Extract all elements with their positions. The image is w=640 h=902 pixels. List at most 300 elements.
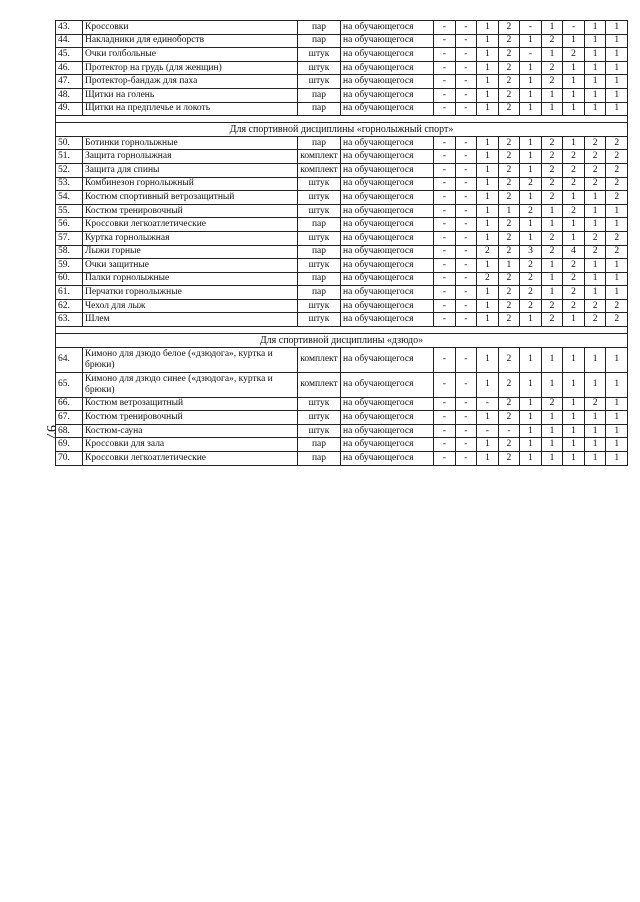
quantity-cell: 1 [520, 75, 542, 89]
unit-cell: пар [298, 272, 341, 286]
quantity-cell: 2 [498, 245, 520, 259]
basis-cell: на обучающегося [341, 61, 434, 75]
quantity-cell: - [520, 48, 542, 62]
quantity-cell: - [455, 272, 477, 286]
quantity-cell: 1 [477, 150, 499, 164]
quantity-cell: 1 [520, 150, 542, 164]
unit-cell: комплект [298, 150, 341, 164]
quantity-cell: 2 [498, 438, 520, 452]
quantity-cell: 2 [498, 313, 520, 327]
quantity-cell: 1 [584, 218, 606, 232]
row-number: 46. [56, 61, 83, 75]
quantity-cell: 1 [584, 424, 606, 438]
quantity-cell: - [455, 163, 477, 177]
quantity-cell: - [434, 411, 456, 425]
row-number: 62. [56, 299, 83, 313]
quantity-cell: - [455, 34, 477, 48]
unit-cell: штук [298, 48, 341, 62]
section-heading-row [56, 123, 628, 137]
quantity-cell: - [520, 21, 542, 35]
quantity-cell: 1 [520, 411, 542, 425]
row-number: 49. [56, 102, 83, 116]
quantity-cell: 1 [541, 452, 563, 466]
quantity-cell: 2 [563, 259, 585, 273]
unit-cell: штук [298, 259, 341, 273]
quantity-cell: - [434, 438, 456, 452]
quantity-cell: - [434, 272, 456, 286]
quantity-cell: 1 [541, 48, 563, 62]
table-row [56, 204, 628, 218]
quantity-cell: 1 [498, 204, 520, 218]
basis-cell: на обучающегося [341, 75, 434, 89]
quantity-cell: - [455, 245, 477, 259]
quantity-cell: - [455, 204, 477, 218]
quantity-cell: 1 [477, 163, 499, 177]
basis-cell: на обучающегося [341, 150, 434, 164]
quantity-cell: - [434, 163, 456, 177]
basis-cell: на обучающегося [341, 452, 434, 466]
quantity-cell: 2 [563, 299, 585, 313]
quantity-cell: 1 [477, 259, 499, 273]
quantity-cell: - [434, 299, 456, 313]
quantity-cell: 2 [541, 231, 563, 245]
unit-cell: пар [298, 34, 341, 48]
quantity-cell: 2 [563, 177, 585, 191]
quantity-cell: 1 [584, 204, 606, 218]
item-name: Костюм ветрозащитный [83, 397, 298, 411]
row-number: 67. [56, 411, 83, 425]
quantity-cell: 2 [498, 88, 520, 102]
quantity-cell: - [455, 397, 477, 411]
row-number: 59. [56, 259, 83, 273]
quantity-cell: 1 [477, 231, 499, 245]
row-number: 70. [56, 452, 83, 466]
table-row [56, 259, 628, 273]
quantity-cell: 1 [541, 438, 563, 452]
quantity-cell: - [455, 286, 477, 300]
quantity-cell: 2 [563, 48, 585, 62]
quantity-cell: - [434, 452, 456, 466]
quantity-cell: 1 [606, 438, 628, 452]
quantity-cell: - [434, 347, 456, 372]
quantity-cell: - [455, 372, 477, 397]
quantity-cell: 1 [477, 136, 499, 150]
quantity-cell: 1 [606, 218, 628, 232]
quantity-cell: 1 [477, 61, 499, 75]
quantity-cell: - [477, 424, 499, 438]
row-number: 64. [56, 347, 83, 372]
item-name: Кроссовки легкоатлетические [83, 452, 298, 466]
quantity-cell: 1 [520, 438, 542, 452]
quantity-cell: 1 [563, 372, 585, 397]
table-row [56, 61, 628, 75]
quantity-cell: 1 [520, 372, 542, 397]
item-name: Щитки на голень [83, 88, 298, 102]
quantity-cell: - [455, 21, 477, 35]
quantity-cell: 2 [563, 204, 585, 218]
quantity-cell: 1 [563, 231, 585, 245]
quantity-cell: - [434, 177, 456, 191]
quantity-cell: 1 [520, 163, 542, 177]
quantity-cell: 1 [563, 102, 585, 116]
basis-cell: на обучающегося [341, 163, 434, 177]
table-row [56, 150, 628, 164]
basis-cell: на обучающегося [341, 48, 434, 62]
quantity-cell: 1 [477, 411, 499, 425]
quantity-cell: 1 [477, 204, 499, 218]
item-name: Протектор на грудь (для женщин) [83, 61, 298, 75]
quantity-cell: 1 [606, 61, 628, 75]
quantity-cell: 2 [498, 177, 520, 191]
quantity-cell: 1 [606, 424, 628, 438]
row-number: 60. [56, 272, 83, 286]
quantity-cell: 2 [498, 163, 520, 177]
quantity-cell: 1 [541, 88, 563, 102]
item-name: Щитки на предплечье и локоть [83, 102, 298, 116]
section-spacer [56, 327, 628, 334]
table-row [56, 21, 628, 35]
quantity-cell: 1 [520, 218, 542, 232]
unit-cell: штук [298, 191, 341, 205]
quantity-cell: 2 [498, 299, 520, 313]
quantity-cell: 2 [498, 150, 520, 164]
table-row [56, 286, 628, 300]
quantity-cell: 2 [498, 102, 520, 116]
quantity-cell: 1 [563, 397, 585, 411]
unit-cell: штук [298, 231, 341, 245]
row-number: 69. [56, 438, 83, 452]
quantity-cell: 2 [584, 136, 606, 150]
quantity-cell: 1 [584, 347, 606, 372]
quantity-cell: 1 [584, 21, 606, 35]
table-row [56, 313, 628, 327]
quantity-cell: - [455, 88, 477, 102]
row-number: 58. [56, 245, 83, 259]
quantity-cell: 2 [477, 272, 499, 286]
unit-cell: комплект [298, 347, 341, 372]
quantity-cell: 2 [584, 397, 606, 411]
basis-cell: на обучающегося [341, 177, 434, 191]
item-name: Костюм спортивный ветрозащитный [83, 191, 298, 205]
row-number: 54. [56, 191, 83, 205]
quantity-cell: - [434, 75, 456, 89]
quantity-cell: - [498, 424, 520, 438]
quantity-cell: 1 [563, 136, 585, 150]
quantity-cell: - [455, 136, 477, 150]
quantity-cell: 1 [520, 313, 542, 327]
quantity-cell: 4 [563, 245, 585, 259]
quantity-cell: 1 [563, 438, 585, 452]
quantity-cell: - [434, 218, 456, 232]
basis-cell: на обучающегося [341, 88, 434, 102]
unit-cell: штук [298, 177, 341, 191]
quantity-cell: 2 [498, 218, 520, 232]
quantity-cell: 1 [563, 424, 585, 438]
quantity-cell: 2 [584, 313, 606, 327]
quantity-cell: 1 [606, 452, 628, 466]
item-name: Чехол для лыж [83, 299, 298, 313]
item-name: Кимоно для дзюдо синее («дзюдога», куртка и брюки) [83, 372, 298, 397]
section-heading: Для спортивной дисциплины «горнолыжный спорт» [56, 123, 628, 137]
quantity-cell: - [477, 397, 499, 411]
quantity-cell: 2 [541, 150, 563, 164]
quantity-cell: 1 [606, 372, 628, 397]
basis-cell: на обучающегося [341, 204, 434, 218]
quantity-cell: 2 [498, 286, 520, 300]
quantity-cell: 2 [541, 245, 563, 259]
quantity-cell: - [434, 204, 456, 218]
basis-cell: на обучающегося [341, 102, 434, 116]
quantity-cell: 2 [498, 347, 520, 372]
document-table-wrapper [55, 20, 628, 882]
row-number: 43. [56, 21, 83, 35]
quantity-cell: 1 [584, 272, 606, 286]
basis-cell: на обучающегося [341, 397, 434, 411]
unit-cell: пар [298, 245, 341, 259]
quantity-cell: 1 [520, 88, 542, 102]
item-name: Очки голбольные [83, 48, 298, 62]
quantity-cell: - [455, 313, 477, 327]
unit-cell: штук [298, 411, 341, 425]
quantity-cell: 1 [606, 102, 628, 116]
item-name: Кроссовки [83, 21, 298, 35]
equipment-table [55, 20, 628, 466]
table-row [56, 191, 628, 205]
quantity-cell: 1 [584, 411, 606, 425]
basis-cell: на обучающегося [341, 411, 434, 425]
table-row [56, 136, 628, 150]
unit-cell: пар [298, 21, 341, 35]
quantity-cell: 1 [520, 231, 542, 245]
table-row [56, 438, 628, 452]
row-number: 65. [56, 372, 83, 397]
quantity-cell: 1 [477, 21, 499, 35]
quantity-cell: - [434, 191, 456, 205]
row-number: 47. [56, 75, 83, 89]
quantity-cell: - [434, 286, 456, 300]
quantity-cell: - [434, 61, 456, 75]
item-name: Палки горнолыжные [83, 272, 298, 286]
table-row [56, 272, 628, 286]
quantity-cell: 2 [563, 163, 585, 177]
quantity-cell: - [434, 48, 456, 62]
quantity-cell: 1 [584, 61, 606, 75]
basis-cell: на обучающегося [341, 286, 434, 300]
item-name: Костюм-сауна [83, 424, 298, 438]
quantity-cell: 1 [606, 75, 628, 89]
unit-cell: штук [298, 204, 341, 218]
quantity-cell: 1 [477, 372, 499, 397]
quantity-cell: - [455, 231, 477, 245]
quantity-cell: - [434, 102, 456, 116]
section-heading: Для спортивной дисциплины «дзюдо» [56, 334, 628, 348]
quantity-cell: - [434, 424, 456, 438]
table-row [56, 411, 628, 425]
quantity-cell: - [434, 136, 456, 150]
quantity-cell: 1 [606, 272, 628, 286]
quantity-cell: 1 [477, 177, 499, 191]
quantity-cell: 1 [541, 286, 563, 300]
quantity-cell: - [434, 88, 456, 102]
quantity-cell: - [455, 75, 477, 89]
quantity-cell: 1 [520, 397, 542, 411]
quantity-cell: 1 [541, 347, 563, 372]
quantity-cell: 2 [498, 191, 520, 205]
table-body [56, 21, 628, 466]
quantity-cell: 1 [563, 452, 585, 466]
quantity-cell: 2 [477, 245, 499, 259]
row-number: 44. [56, 34, 83, 48]
quantity-cell: 1 [563, 347, 585, 372]
quantity-cell: 1 [477, 347, 499, 372]
quantity-cell: 2 [498, 231, 520, 245]
quantity-cell: 2 [498, 411, 520, 425]
item-name: Накладники для единоборств [83, 34, 298, 48]
quantity-cell: - [434, 34, 456, 48]
quantity-cell: - [434, 397, 456, 411]
quantity-cell: 1 [541, 372, 563, 397]
quantity-cell: 1 [541, 424, 563, 438]
quantity-cell: - [455, 299, 477, 313]
quantity-cell: 2 [584, 245, 606, 259]
table-row [56, 397, 628, 411]
quantity-cell: 1 [477, 286, 499, 300]
quantity-cell: 1 [498, 259, 520, 273]
quantity-cell: 1 [606, 88, 628, 102]
quantity-cell: 1 [584, 452, 606, 466]
quantity-cell: - [455, 61, 477, 75]
quantity-cell: 2 [606, 150, 628, 164]
item-name: Костюм тренировочный [83, 411, 298, 425]
quantity-cell: 1 [477, 102, 499, 116]
quantity-cell: 1 [584, 191, 606, 205]
item-name: Протектор-бандаж для паха [83, 75, 298, 89]
quantity-cell: 2 [606, 136, 628, 150]
table-row [56, 34, 628, 48]
quantity-cell: 2 [498, 21, 520, 35]
quantity-cell: 2 [498, 372, 520, 397]
quantity-cell: 1 [477, 452, 499, 466]
quantity-cell: 2 [563, 286, 585, 300]
unit-cell: штук [298, 75, 341, 89]
quantity-cell: 1 [563, 61, 585, 75]
quantity-cell: - [455, 424, 477, 438]
quantity-cell: 1 [477, 191, 499, 205]
quantity-cell: 1 [563, 218, 585, 232]
quantity-cell: 2 [606, 313, 628, 327]
quantity-cell: 1 [563, 88, 585, 102]
quantity-cell: 1 [520, 452, 542, 466]
quantity-cell: 2 [606, 245, 628, 259]
quantity-cell: 2 [606, 191, 628, 205]
basis-cell: на обучающегося [341, 259, 434, 273]
table-row [56, 452, 628, 466]
quantity-cell: 1 [541, 21, 563, 35]
item-name: Комбинезон горнолыжный [83, 177, 298, 191]
quantity-cell: - [455, 150, 477, 164]
quantity-cell: 2 [541, 313, 563, 327]
unit-cell: штук [298, 313, 341, 327]
unit-cell: штук [298, 299, 341, 313]
quantity-cell: 2 [498, 34, 520, 48]
item-name: Защита для спины [83, 163, 298, 177]
quantity-cell: 1 [541, 204, 563, 218]
section-spacer [56, 116, 628, 123]
quantity-cell: 1 [541, 218, 563, 232]
unit-cell: штук [298, 61, 341, 75]
basis-cell: на обучающегося [341, 218, 434, 232]
item-name: Лыжи горные [83, 245, 298, 259]
quantity-cell: 2 [541, 177, 563, 191]
quantity-cell: 1 [520, 34, 542, 48]
basis-cell: на обучающегося [341, 347, 434, 372]
quantity-cell: - [455, 102, 477, 116]
item-name: Очки защитные [83, 259, 298, 273]
quantity-cell: - [563, 21, 585, 35]
quantity-cell: - [434, 245, 456, 259]
item-name: Кроссовки легкоатлетические [83, 218, 298, 232]
quantity-cell: - [455, 259, 477, 273]
basis-cell: на обучающегося [341, 313, 434, 327]
quantity-cell: 1 [477, 88, 499, 102]
quantity-cell: 1 [520, 61, 542, 75]
quantity-cell: 1 [563, 34, 585, 48]
row-number: 52. [56, 163, 83, 177]
table-row [56, 75, 628, 89]
quantity-cell: 2 [541, 163, 563, 177]
basis-cell: на обучающегося [341, 245, 434, 259]
quantity-cell: 2 [606, 177, 628, 191]
quantity-cell: 2 [584, 163, 606, 177]
quantity-cell: 2 [541, 191, 563, 205]
quantity-cell: - [455, 191, 477, 205]
quantity-cell: 1 [563, 313, 585, 327]
row-number: 63. [56, 313, 83, 327]
table-row [56, 231, 628, 245]
basis-cell: на обучающегося [341, 272, 434, 286]
unit-cell: пар [298, 88, 341, 102]
table-row [56, 48, 628, 62]
quantity-cell: - [434, 21, 456, 35]
quantity-cell: 2 [584, 231, 606, 245]
table-row [56, 163, 628, 177]
unit-cell: комплект [298, 372, 341, 397]
quantity-cell: 2 [498, 75, 520, 89]
quantity-cell: 1 [606, 397, 628, 411]
quantity-cell: 1 [584, 286, 606, 300]
quantity-cell: 1 [477, 313, 499, 327]
quantity-cell: 2 [498, 452, 520, 466]
table-row [56, 347, 628, 372]
quantity-cell: 2 [498, 397, 520, 411]
quantity-cell: 2 [584, 177, 606, 191]
quantity-cell: 2 [520, 259, 542, 273]
quantity-cell: 1 [520, 191, 542, 205]
basis-cell: на обучающегося [341, 438, 434, 452]
quantity-cell: 2 [541, 34, 563, 48]
quantity-cell: 2 [498, 61, 520, 75]
quantity-cell: 1 [606, 48, 628, 62]
unit-cell: штук [298, 424, 341, 438]
quantity-cell: 1 [606, 259, 628, 273]
basis-cell: на обучающегося [341, 231, 434, 245]
quantity-cell: 2 [541, 299, 563, 313]
row-number: 55. [56, 204, 83, 218]
quantity-cell: 1 [520, 347, 542, 372]
row-number: 48. [56, 88, 83, 102]
quantity-cell: - [455, 411, 477, 425]
quantity-cell: 2 [520, 272, 542, 286]
